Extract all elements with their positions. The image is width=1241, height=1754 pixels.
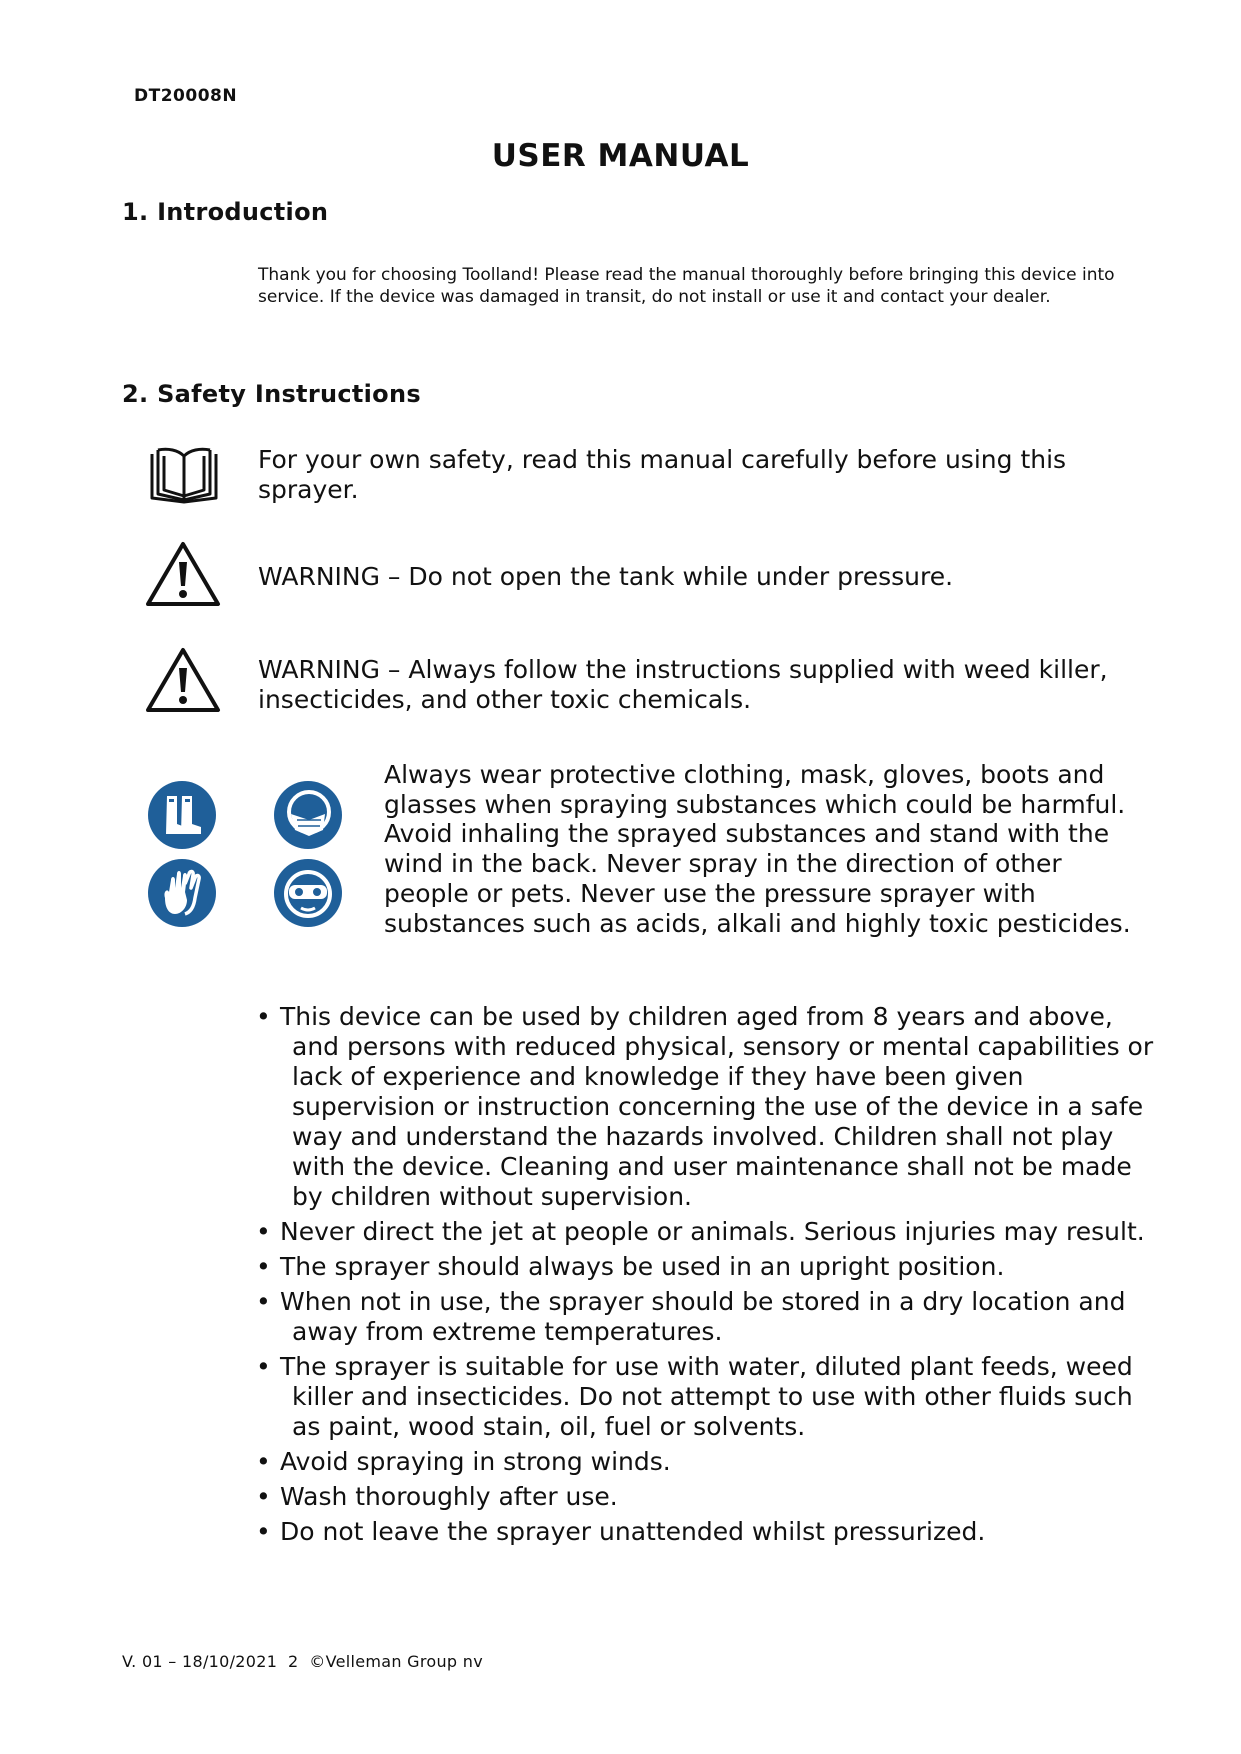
intro-heading: 1. Introduction [122,198,329,226]
ppe-text: Always wear protective clothing, mask, gloves, boots and glasses when spraying substances which could be harmful. Avoid inhaling the sprayed substances and stand with the wind in the back. Never spray in the direction of other people or pets. Never use the pressure sprayer with substances such as acids, alkali and highly toxic pesticides. [384,760,1131,938]
read-manual-icon [148,446,220,506]
list-item: • When not in use, the sprayer should be stored in a dry location and away from extreme temperatures. [256,1287,1126,1346]
list-item: • This device can be used by children aged from 8 years and above, and persons with reduced physical, sensory or mental capabilities or lack of experience and knowledge if they have been given supervision or instruction concerning the use of the device in a safe way and understand the hazards involved. Children shall not play with the device. Cleaning and user maintenance shall not be made by children without supervision. [256,1002,1154,1211]
safety-boots-icon [147,780,217,850]
gloves-icon [147,858,217,928]
list-item: • Do not leave the sprayer unattended whilst pressurized. [256,1517,986,1546]
intro-text: Thank you for choosing Toolland! Please read the manual thoroughly before bringing this device into service. If the device was damaged in transit, do not install or use it and contact your dealer. [258,265,1115,307]
warning-icon [145,540,221,608]
safety-bullet-list [256,1002,1156,1552]
safety-heading: 2. Safety Instructions [122,380,421,408]
list-item: • The sprayer is suitable for use with water, diluted plant feeds, weed killer and insecticides. Do not attempt to use with other fluids such as paint, wood stain, oil, fuel or solvents. [256,1352,1133,1441]
list-item: • Never direct the jet at people or animals. Serious injuries may result. [256,1217,1145,1246]
list-item: • The sprayer should always be used in an upright position. [256,1252,1005,1281]
face-mask-icon [273,780,343,850]
warning-chemicals-text: WARNING – Always follow the instructions supplied with weed killer, insecticides, and other toxic chemicals. [258,655,1108,714]
warning-icon [145,646,221,714]
footer-copyright: ©Velleman Group nv [309,1652,483,1671]
page-title: USER MANUAL [491,138,750,174]
footer-version: V. 01 – 18/10/2021 [122,1652,278,1671]
warning-pressure-text: WARNING – Do not open the tank while under pressure. [258,562,954,591]
read-manual-text: For your own safety, read this manual carefully before using this sprayer. [258,445,1067,504]
list-item: • Avoid spraying in strong winds. [256,1447,671,1476]
document-code: DT20008N [134,86,238,106]
safety-glasses-icon [273,858,343,928]
footer-page-number: 2 [288,1652,299,1671]
page-footer [122,1652,483,1671]
list-item: • Wash thoroughly after use. [256,1482,618,1511]
